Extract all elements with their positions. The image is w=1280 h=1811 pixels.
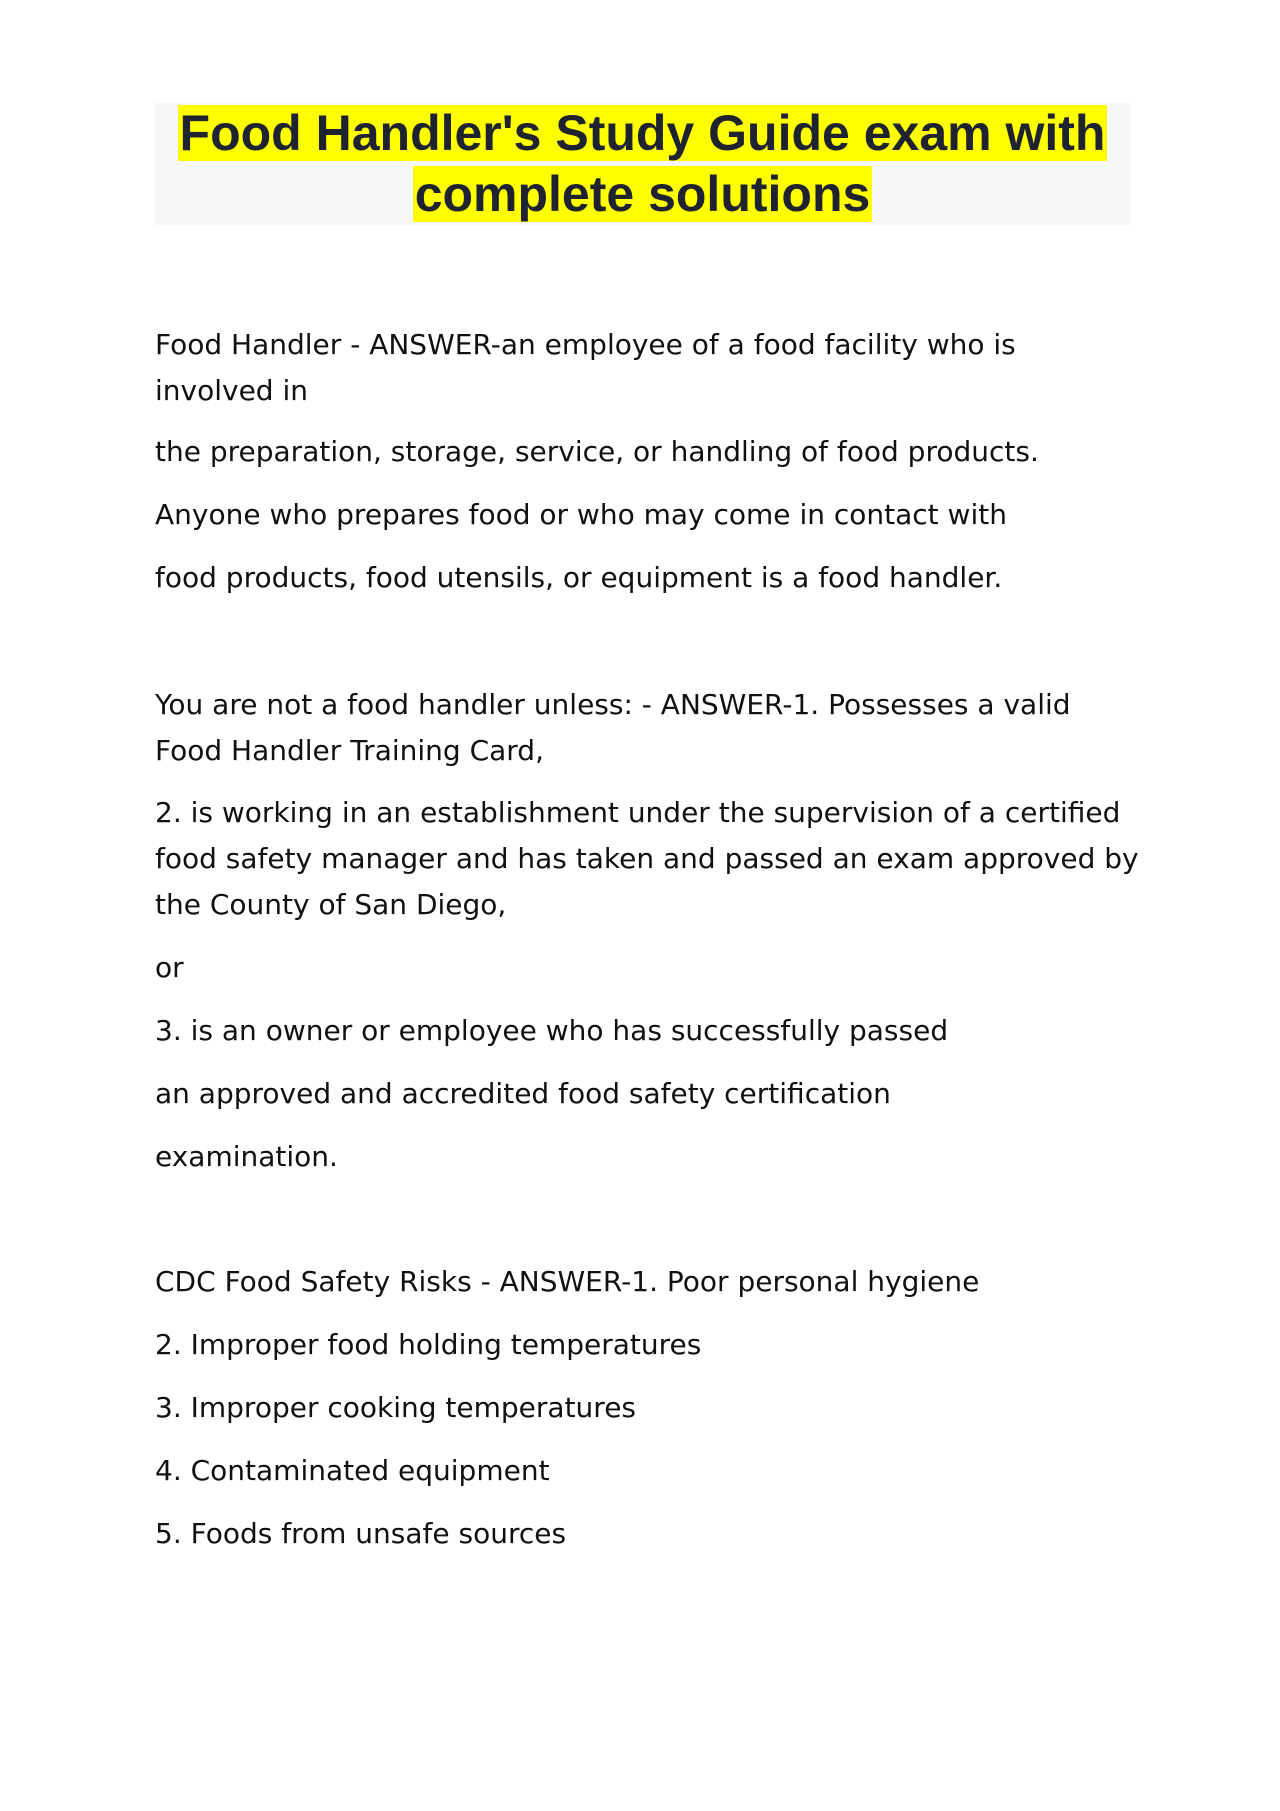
definition-food-handler-line-4: Anyone who prepares food or who may come in contact with (155, 498, 1007, 531)
qualification-line-1: You are not a food handler unless: - ANSWER-1. Possesses a valid (155, 688, 1071, 721)
qualification-line-8: an approved and accredited food safety certification (155, 1077, 891, 1110)
qualification-line-7: 3. is an owner or employee who has successfully passed (155, 1014, 949, 1047)
cdc-risks-line-1: CDC Food Safety Risks - ANSWER-1. Poor personal hygiene (155, 1265, 980, 1298)
qualification-line-6: or (155, 951, 184, 984)
title-highlight-2: complete solutions (414, 166, 871, 222)
definition-food-handler-line-3: the preparation, storage, service, or handling of food products. (155, 435, 1039, 468)
cdc-risks-line-2: 2. Improper food holding temperatures (155, 1328, 702, 1361)
cdc-risks-line-5: 5. Foods from unsafe sources (155, 1517, 567, 1550)
definition-food-handler-line-5: food products, food utensils, or equipment is a food handler. (155, 561, 1003, 594)
definition-food-handler-line-2: involved in (155, 374, 309, 407)
title-line-1 (155, 103, 1130, 164)
qualification-line-3: 2. is working in an establishment under the supervision of a certified (155, 796, 1121, 829)
definition-food-handler-line-1: Food Handler - ANSWER-an employee of a food facility who is (155, 328, 1016, 361)
qualification-line-9: examination. (155, 1140, 338, 1173)
qualification-line-2: Food Handler Training Card, (155, 734, 544, 767)
title-line-2 (155, 164, 1130, 225)
qualification-line-4: food safety manager and has taken and passed an exam approved by (155, 842, 1139, 875)
title-highlight-1: Food Handler's Study Guide exam with (179, 105, 1106, 161)
document-title (155, 103, 1130, 225)
cdc-risks-line-3: 3. Improper cooking temperatures (155, 1391, 637, 1424)
qualification-line-5: the County of San Diego, (155, 888, 507, 921)
cdc-risks-line-4: 4. Contaminated equipment (155, 1454, 550, 1487)
